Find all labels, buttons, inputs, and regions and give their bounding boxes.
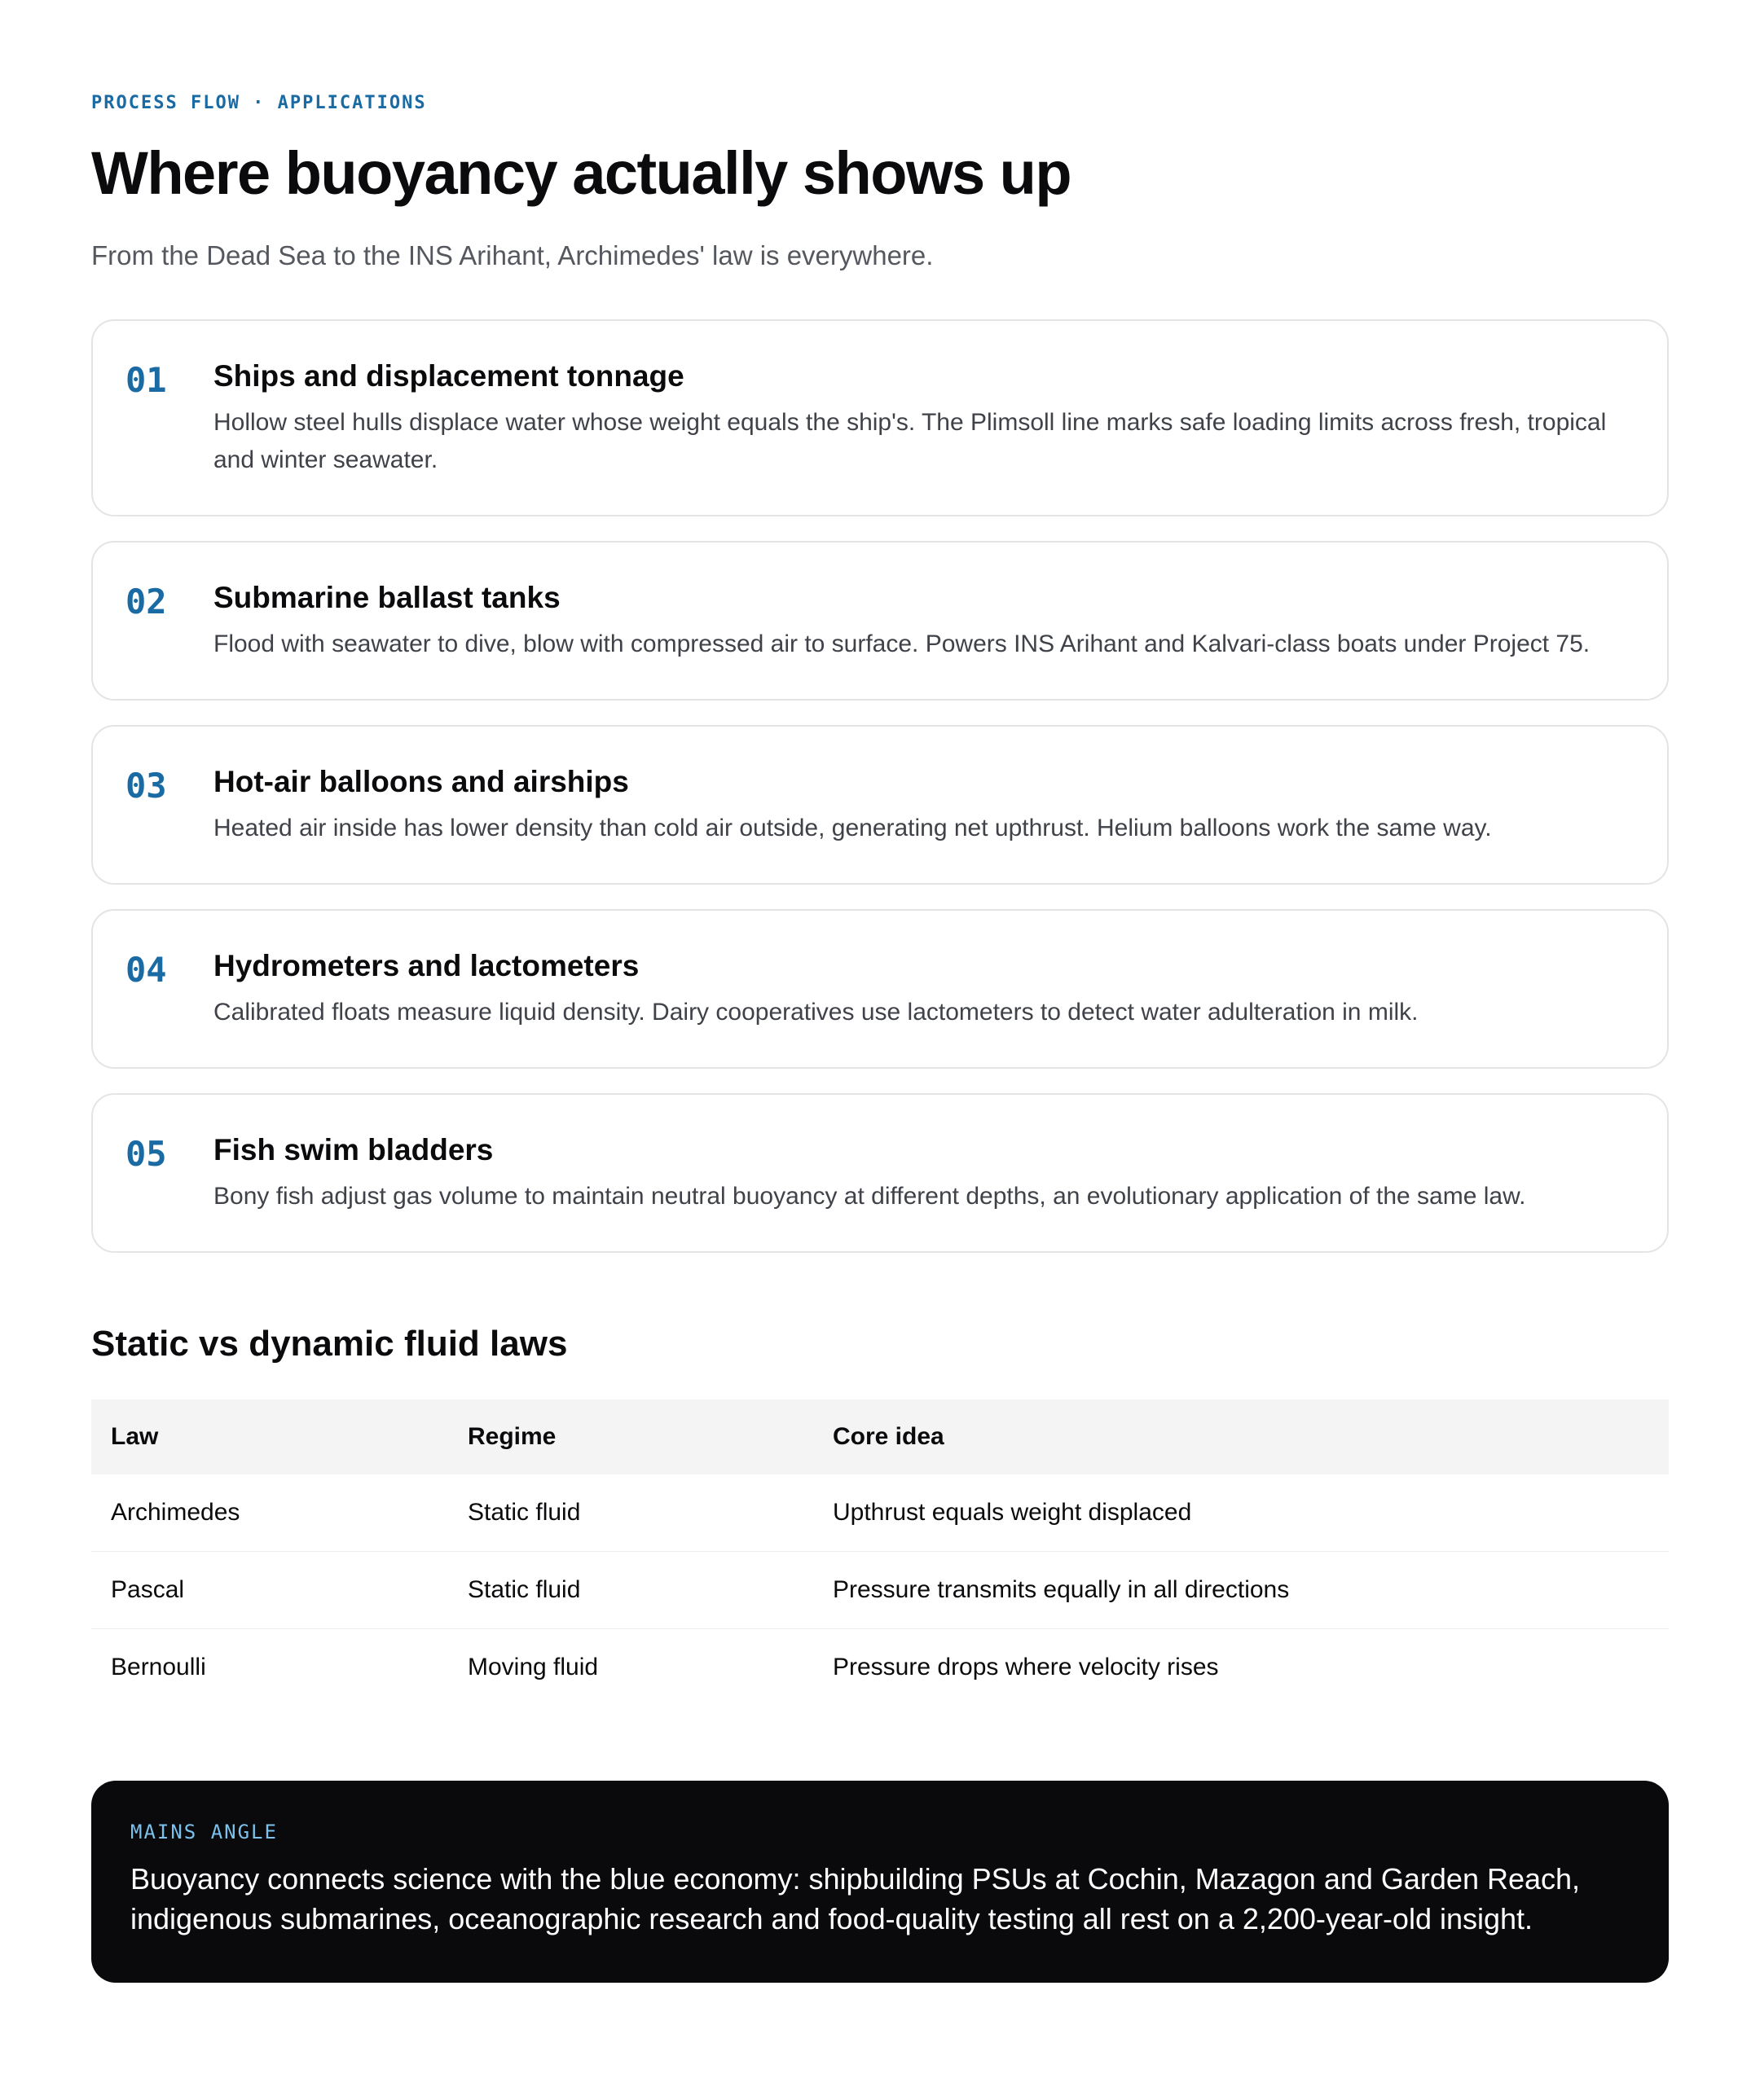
column-header-law: Law [91, 1399, 448, 1474]
card-title: Fish swim bladders [213, 1133, 494, 1166]
card-number: 04 [125, 950, 167, 990]
card-text: Bony fish adjust gas volume to maintain neutral buoyancy at different depths, an evolutionary application of the same law. [213, 1183, 1526, 1210]
application-card-fish [91, 1093, 1669, 1253]
application-card-submarine [91, 541, 1669, 701]
column-header-regime: Regime [448, 1399, 813, 1474]
card-body [213, 1131, 1631, 1215]
column-header-core-idea: Core idea [813, 1399, 1669, 1474]
table-row [91, 1552, 1669, 1629]
cell-core-idea: Pressure drops where velocity rises [833, 1654, 1219, 1680]
cell-core-idea: Pressure transmits equally in all directions [813, 1552, 1669, 1629]
card-text: Heated air inside has lower density than cold air outside, generating net upthrust. Helium balloons work the same way. [213, 815, 1492, 841]
card-body [213, 578, 1631, 663]
applications-list [91, 319, 1669, 1253]
mains-angle-callout [91, 1781, 1669, 1983]
cell-regime: Static fluid [448, 1552, 813, 1629]
page-title: Where buoyancy actually shows up [91, 139, 1071, 207]
card-number: 03 [125, 766, 167, 806]
cell-law: Bernoulli [111, 1654, 206, 1680]
cell-law: Archimedes [91, 1474, 448, 1552]
table-header-row [91, 1399, 1669, 1474]
cell-regime: Static fluid [448, 1474, 813, 1552]
application-card-ships [91, 319, 1669, 516]
cell-law: Pascal [91, 1552, 448, 1629]
card-body [213, 947, 1631, 1031]
cell-regime: Moving fluid [468, 1654, 599, 1680]
page-subtitle: From the Dead Sea to the INS Arihant, Archimedes' law is everywhere. [91, 240, 934, 270]
card-text: Calibrated floats measure liquid density. Dairy cooperatives use lactometers to detect water adulteration in milk. [213, 999, 1419, 1026]
table-row [91, 1629, 1669, 1707]
card-title: Hydrometers and lactometers [213, 949, 640, 982]
card-title: Hot-air balloons and airships [213, 765, 629, 798]
card-number: 01 [125, 360, 167, 400]
card-number: 02 [125, 582, 167, 622]
application-card-hydrometers [91, 909, 1669, 1069]
card-title: Ships and displacement tonnage [213, 359, 684, 393]
card-text: Flood with seawater to dive, blow with compressed air to surface. Powers INS Arihant and Kalvari-class boats under Project 75. [213, 630, 1591, 657]
card-number: 05 [125, 1134, 167, 1174]
callout-text: Buoyancy connects science with the blue economy: shipbuilding PSUs at Cochin, Mazagon and Garden Reach, indigenous submarines, oceanographic research and food-quality testing all rest on a 2,200-year-old insight. [130, 1862, 1581, 1935]
application-card-balloons [91, 725, 1669, 885]
cell-core-idea: Upthrust equals weight displaced [813, 1474, 1669, 1552]
fluid-laws-table [91, 1399, 1669, 1706]
section-title: Static vs dynamic fluid laws [91, 1324, 568, 1364]
table-row [91, 1474, 1669, 1552]
card-body [213, 357, 1631, 479]
card-text: Hollow steel hulls displace water whose weight equals the ship's. The Plimsoll line marks safe loading limits across fresh, tropical and winter seawater. [213, 409, 1607, 473]
eyebrow-label: PROCESS FLOW · APPLICATIONS [91, 93, 427, 113]
card-body [213, 762, 1631, 847]
callout-label: MAINS ANGLE [130, 1821, 278, 1843]
card-title: Submarine ballast tanks [213, 581, 561, 614]
